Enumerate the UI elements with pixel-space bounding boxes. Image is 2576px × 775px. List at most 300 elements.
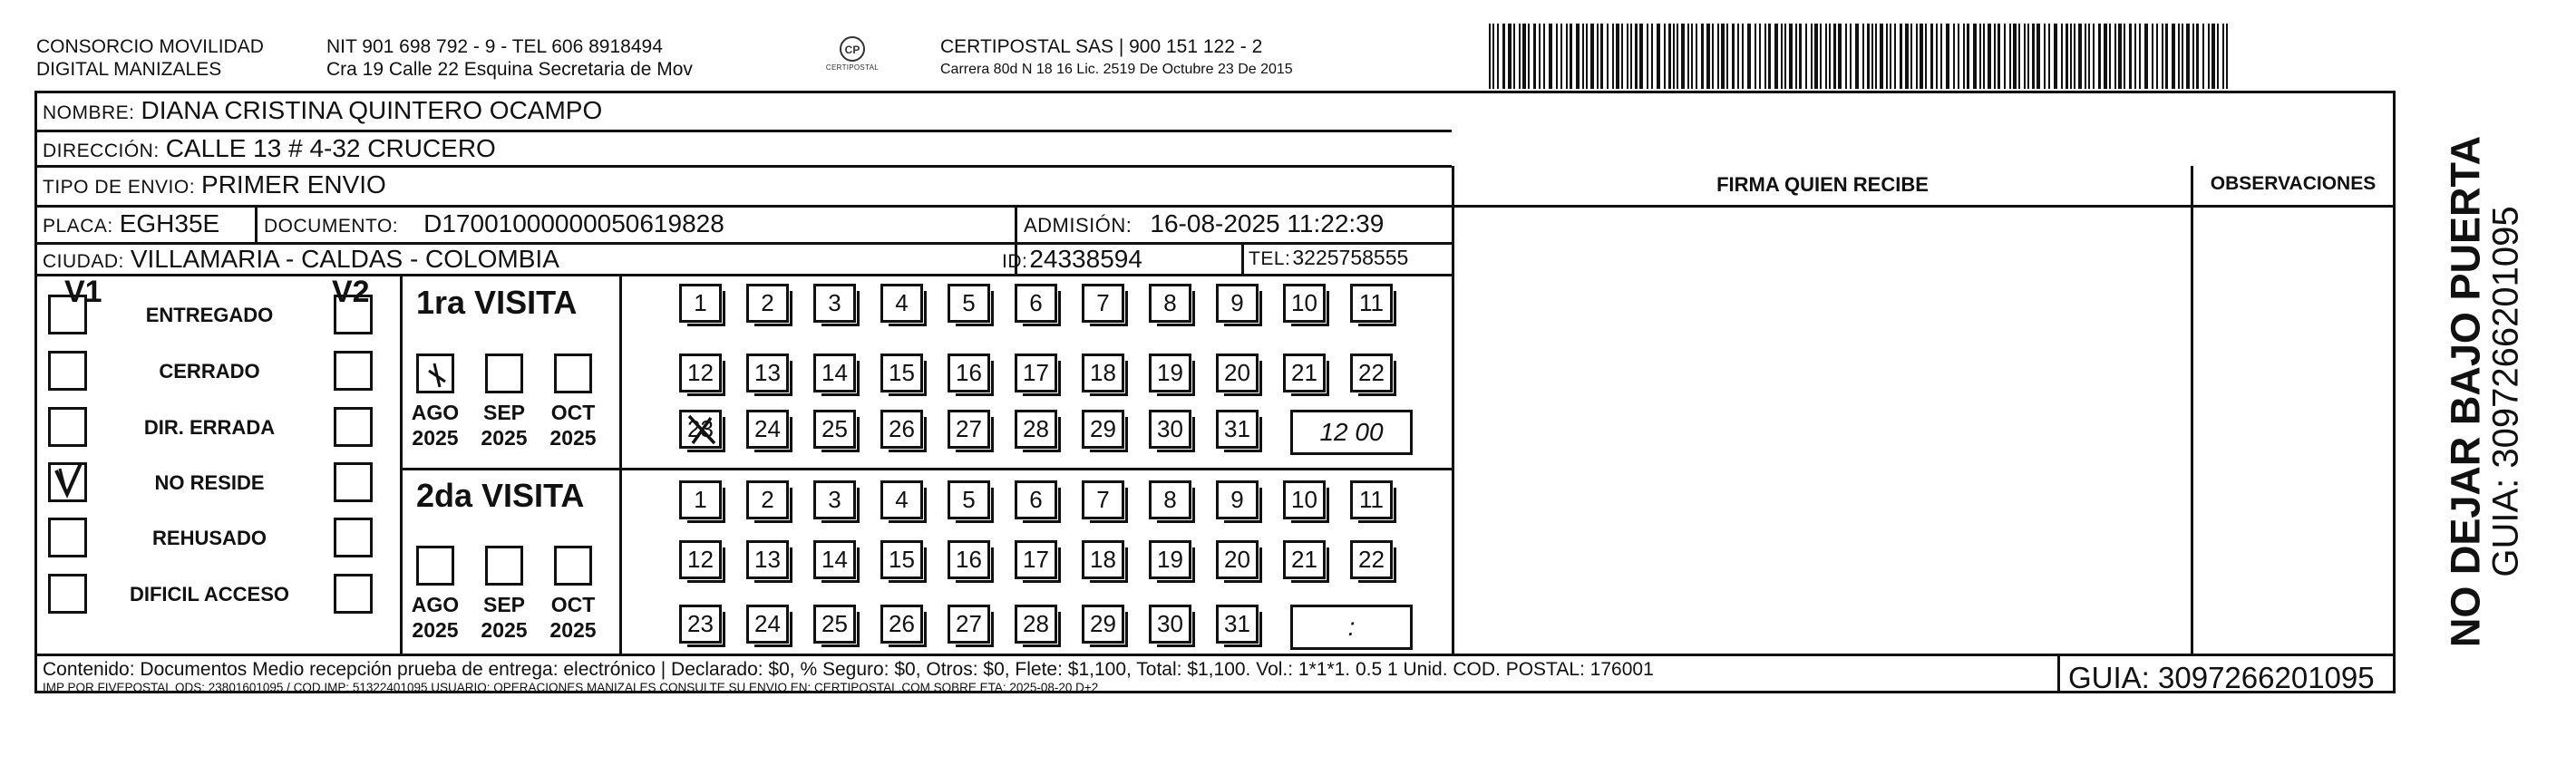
day-box[interactable] <box>1015 605 1057 644</box>
day-number: 2 <box>761 289 774 316</box>
day-number: 10 <box>1291 289 1317 316</box>
barcode-bar <box>1712 24 1714 89</box>
barcode-bar <box>1681 24 1685 89</box>
barcode <box>1487 24 2231 89</box>
day-box[interactable] <box>813 354 856 392</box>
day-number: 17 <box>1023 359 1049 386</box>
day-box[interactable] <box>813 605 856 644</box>
barcode-bar <box>1940 24 1942 89</box>
day-box[interactable] <box>746 540 789 579</box>
day-box[interactable] <box>880 605 923 644</box>
barcode-bar <box>2004 24 2006 89</box>
barcode-bar <box>1768 24 1771 89</box>
month-checkbox[interactable] <box>554 546 592 586</box>
barcode-bar <box>1533 24 1536 89</box>
barcode-bar <box>1651 24 1653 89</box>
barcode-bar <box>1916 24 1918 89</box>
barcode-bar <box>1946 24 1949 89</box>
barcode-bar <box>1850 24 1852 89</box>
barcode-bar <box>1616 24 1619 89</box>
imp-line: IMP POR FIVEPOSTAL ODS: 23801601095 / COD.IMP: 51322401095 USUARIO: OPERACIONES MANIZALES CONSULTE SU ENVIO EN: CERTIPOSTAL.COM SOBRE ETA: 2025-08-20 D+2 <box>43 681 1099 694</box>
day-number: 12 <box>687 546 714 573</box>
nombre-field <box>43 96 602 125</box>
day-box[interactable] <box>679 605 722 644</box>
certipostal-logo-icon <box>834 34 870 63</box>
barcode-bar <box>1958 24 1959 89</box>
barcode-bar <box>1726 24 1728 89</box>
barcode-bar <box>1979 24 1981 89</box>
content-line: Contenido: Documentos Medio recepción prueba de entrega: electrónico | Declarado: $0, % Seguro: $0, Otros: $0, Flete: $1,100, Total: $1,100. Vol.: 1*1*1. 0.5 1 Unid. COD. POSTAL: 176001 <box>43 659 1654 680</box>
barcode-bar <box>1875 24 1877 89</box>
day-number: 21 <box>1291 359 1317 386</box>
day-number: 11 <box>1359 289 1384 316</box>
barcode-bar <box>1635 24 1638 89</box>
ciudad-label: CIUDAD: <box>43 251 124 272</box>
barcode-bar <box>2009 24 2011 89</box>
day-box[interactable] <box>1350 540 1393 579</box>
barcode-bar <box>1814 24 1818 89</box>
day-number: 7 <box>1096 486 1110 513</box>
day-box[interactable] <box>880 284 923 323</box>
observaciones-label: OBSERVACIONES <box>2210 173 2377 194</box>
barcode-bar <box>1706 24 1710 89</box>
day-number: 3 <box>828 486 841 513</box>
barcode-bar <box>2036 24 2040 89</box>
barcode-bar <box>1639 24 1643 89</box>
barcode-bar <box>2172 24 2175 89</box>
day-box[interactable] <box>1149 540 1191 579</box>
day-number: 19 <box>1157 546 1183 573</box>
day-box[interactable] <box>880 480 923 519</box>
barcode-bar <box>1983 24 1985 89</box>
day-number: 1 <box>694 486 707 513</box>
month-checkbox[interactable] <box>485 354 523 393</box>
status-v2-checkbox[interactable] <box>334 351 373 391</box>
barcode-bar <box>1759 24 1761 89</box>
day-number: 20 <box>1224 546 1250 573</box>
id-field <box>1002 245 1142 274</box>
observaciones-area[interactable] <box>2193 208 2393 654</box>
day-number: 27 <box>956 610 982 637</box>
barcode-bar <box>1696 24 1697 89</box>
day-box[interactable] <box>679 284 722 323</box>
barcode-bar <box>2118 24 2122 89</box>
day-box[interactable] <box>1283 354 1326 392</box>
day-number: 7 <box>1096 289 1110 316</box>
barcode-bar <box>1963 24 1965 89</box>
barcode-bar <box>1774 24 1778 89</box>
status-v1-checkbox[interactable] <box>48 518 87 557</box>
day-number: 26 <box>889 415 915 442</box>
day-number: 31 <box>1224 610 1250 637</box>
barcode-bar <box>2114 24 2116 89</box>
month-label: AGO 2025 <box>411 401 460 450</box>
certipostal-logo-text: CP <box>844 44 860 56</box>
day-box[interactable] <box>1082 540 1124 579</box>
barcode-bar <box>1755 24 1756 89</box>
day-box[interactable] <box>948 284 990 323</box>
time-box[interactable]: 12 00 <box>1290 410 1413 455</box>
day-box[interactable] <box>1283 480 1326 519</box>
day-number: 13 <box>754 546 781 573</box>
day-box[interactable] <box>1350 354 1393 392</box>
day-box[interactable] <box>1015 354 1057 392</box>
day-box[interactable] <box>1082 284 1124 323</box>
barcode-bar <box>1556 24 1558 89</box>
ciudad-field <box>43 245 559 274</box>
courier-name: CERTIPOSTAL SAS | 900 151 122 - 2 <box>940 36 1263 57</box>
day-number: 30 <box>1157 610 1183 637</box>
barcode-bar <box>1489 24 1491 89</box>
barcode-bar <box>1973 24 1977 89</box>
day-box[interactable] <box>813 540 856 579</box>
check-mark-icon <box>684 412 720 447</box>
tipo-envio-value: PRIMER ENVIO <box>201 170 386 199</box>
day-box[interactable] <box>880 354 923 392</box>
barcode-bar <box>1789 24 1793 89</box>
barcode-bar <box>1838 24 1842 89</box>
day-box[interactable] <box>813 284 856 323</box>
day-box[interactable] <box>1082 354 1124 392</box>
barcode-bar <box>1880 24 1883 89</box>
barcode-bar <box>1687 24 1689 89</box>
barcode-bar <box>1513 24 1515 89</box>
day-box[interactable] <box>1216 284 1259 323</box>
day-box[interactable] <box>679 354 722 392</box>
barcode-bar <box>1586 24 1588 89</box>
day-number: 17 <box>1023 546 1049 573</box>
barcode-bar <box>2182 24 2183 89</box>
day-number: 13 <box>754 359 781 386</box>
day-box[interactable] <box>1216 410 1259 449</box>
month-checkbox[interactable] <box>485 546 523 586</box>
day-number: 28 <box>1023 415 1049 442</box>
day-box[interactable] <box>679 480 722 519</box>
barcode-bar <box>1519 24 1521 89</box>
day-box[interactable] <box>1283 284 1326 323</box>
barcode-bar <box>2061 24 2063 89</box>
day-box[interactable] <box>948 480 990 519</box>
day-box[interactable] <box>1015 480 1057 519</box>
barcode-bar <box>1539 24 1541 89</box>
day-number: 5 <box>962 289 976 316</box>
barcode-bar <box>2165 24 2168 89</box>
barcode-bar <box>1855 24 1859 89</box>
day-box[interactable] <box>948 410 990 449</box>
barcode-bar <box>2226 24 2228 89</box>
barcode-bar <box>2156 24 2158 89</box>
day-box[interactable] <box>1082 605 1124 644</box>
day-number: 14 <box>821 546 848 573</box>
barcode-bar <box>2217 24 2219 89</box>
id-label: ID: <box>1002 251 1028 272</box>
month-label: OCT 2025 <box>549 593 597 642</box>
barcode-bar <box>1502 24 1505 89</box>
barcode-bar <box>1664 24 1666 89</box>
barcode-bar <box>1871 24 1873 89</box>
documento-field <box>264 209 724 238</box>
placa-label: PLACA: <box>43 216 113 237</box>
placa-value: EGH35E <box>119 209 220 237</box>
status-v1-checkbox[interactable] <box>48 574 87 614</box>
day-box[interactable] <box>679 540 722 579</box>
day-box[interactable] <box>813 480 856 519</box>
barcode-bar <box>1862 24 1864 89</box>
barcode-bar <box>1953 24 1955 89</box>
admision-label: ADMISIÓN: <box>1024 214 1132 237</box>
day-box[interactable] <box>948 605 990 644</box>
barcode-bar <box>2088 24 2090 89</box>
barcode-bar <box>2093 24 2095 89</box>
barcode-bar <box>1647 24 1648 89</box>
day-number: 23 <box>687 415 714 442</box>
barcode-bar <box>2134 24 2136 89</box>
admision-value: 16-08-2025 11:22:39 <box>1150 209 1385 237</box>
barcode-bar <box>1805 24 1807 89</box>
day-number: 21 <box>1291 546 1317 573</box>
day-box[interactable] <box>746 605 789 644</box>
barcode-bar <box>1566 24 1568 89</box>
month-checkbox[interactable] <box>416 546 454 586</box>
day-box[interactable] <box>1216 605 1259 644</box>
barcode-bar <box>2144 24 2148 89</box>
day-box[interactable] <box>746 410 789 449</box>
check-mark-icon <box>422 358 452 391</box>
day-box[interactable] <box>1082 410 1124 449</box>
barcode-bar <box>2211 24 2215 89</box>
barcode-bar <box>2202 24 2204 89</box>
day-box[interactable] <box>746 354 789 392</box>
sender-nit: NIT 901 698 792 - 9 - TEL 606 8918494 <box>326 36 663 57</box>
visit2-title: 2da VISITA <box>416 477 585 514</box>
status-label: REHUSADO <box>152 527 267 549</box>
barcode-bar <box>1795 24 1797 89</box>
time-box[interactable]: : <box>1290 605 1413 650</box>
day-number: 8 <box>1163 486 1177 513</box>
day-box[interactable] <box>1015 410 1057 449</box>
barcode-bar <box>1764 24 1766 89</box>
day-box[interactable] <box>813 410 856 449</box>
day-box[interactable] <box>1283 540 1326 579</box>
day-number: 15 <box>889 546 915 573</box>
barcode-bar <box>2074 24 2075 89</box>
day-box[interactable] <box>746 284 789 323</box>
day-number: 24 <box>754 415 781 442</box>
day-box[interactable] <box>1149 605 1191 644</box>
footer-guia: GUIA: 3097266201095 <box>2068 661 2375 694</box>
day-number: 22 <box>1358 546 1385 573</box>
status-v2-checkbox[interactable] <box>334 462 373 502</box>
barcode-bar <box>2070 24 2072 89</box>
day-number: 16 <box>956 359 982 386</box>
barcode-bar <box>1799 24 1802 89</box>
barcode-bar <box>1717 24 1719 89</box>
status-label: CERRADO <box>159 360 260 383</box>
barcode-bar <box>1811 24 1813 89</box>
day-number: 6 <box>1029 486 1043 513</box>
courier-details <box>940 36 1293 79</box>
barcode-bar <box>1900 24 1902 89</box>
day-box[interactable] <box>1015 284 1057 323</box>
barcode-bar <box>2104 24 2107 89</box>
barcode-bar <box>1621 24 1623 89</box>
courier-address: Carrera 80d N 18 16 Lic. 2519 De Octubre 23 De 2015 <box>940 61 1293 77</box>
barcode-bar <box>2027 24 2029 89</box>
barcode-bar <box>1737 24 1739 89</box>
barcode-bar <box>2162 24 2163 89</box>
day-number: 9 <box>1230 486 1244 513</box>
direccion-value: CALLE 13 # 4-32 CRUCERO <box>165 134 496 162</box>
barcode-bar <box>1930 24 1933 89</box>
day-box[interactable] <box>1216 480 1259 519</box>
tel-label: TEL: <box>1249 248 1291 269</box>
day-box[interactable] <box>746 480 789 519</box>
day-number: 18 <box>1090 546 1116 573</box>
barcode-bar <box>1867 24 1870 89</box>
barcode-bar <box>1845 24 1847 89</box>
day-box[interactable] <box>1350 480 1393 519</box>
barcode-bar <box>1549 24 1552 89</box>
day-box[interactable] <box>1149 354 1191 392</box>
month-label: SEP 2025 <box>481 593 528 642</box>
barcode-bar <box>1528 24 1530 89</box>
barcode-bar <box>1627 24 1628 89</box>
delivery-form <box>34 91 2396 693</box>
day-number: 10 <box>1291 486 1317 513</box>
day-number: 16 <box>956 546 982 573</box>
day-number: 3 <box>828 289 841 316</box>
status-label: ENTREGADO <box>145 304 274 326</box>
barcode-bar <box>2139 24 2141 89</box>
day-number: 1 <box>694 289 707 316</box>
barcode-bar <box>1820 24 1822 89</box>
barcode-bar <box>1657 24 1660 89</box>
barcode-bar <box>1829 24 1831 89</box>
barcode-bar <box>1508 24 1512 89</box>
barcode-bar <box>1590 24 1594 89</box>
day-box[interactable] <box>1149 480 1191 519</box>
month-checkbox[interactable] <box>416 354 454 393</box>
sender-name-line1: CONSORCIO MOVILIDAD <box>36 36 264 57</box>
day-box[interactable] <box>1015 540 1057 579</box>
day-box[interactable] <box>880 410 923 449</box>
barcode-bar <box>1668 24 1671 89</box>
day-number: 8 <box>1163 289 1177 316</box>
barcode-bar <box>1905 24 1909 89</box>
barcode-bar <box>1600 24 1603 89</box>
barcode-bar <box>1497 24 1499 89</box>
barcode-bar <box>1925 24 1927 89</box>
day-number: 14 <box>821 359 848 386</box>
month-label: OCT 2025 <box>549 401 597 450</box>
nombre-label: NOMBRE: <box>43 102 135 123</box>
barcode-bar <box>1560 24 1562 89</box>
barcode-bar <box>1825 24 1827 89</box>
barcode-bar <box>1742 24 1744 89</box>
day-number: 4 <box>895 486 909 513</box>
barcode-bar <box>2178 24 2180 89</box>
barcode-bar <box>2078 24 2082 89</box>
month-label: AGO 2025 <box>411 593 460 642</box>
day-box[interactable] <box>1149 410 1191 449</box>
documento-value: D17001000000050619828 <box>423 209 724 237</box>
barcode-bar <box>2124 24 2125 89</box>
barcode-bar <box>1701 24 1704 89</box>
ciudad-value: VILLAMARIA - CALDAS - COLOMBIA <box>130 245 559 273</box>
status-v2-checkbox[interactable] <box>334 574 373 614</box>
side-guia: GUIA: 3097266201095 <box>2485 206 2526 577</box>
barcode-bar <box>1607 24 1609 89</box>
admision-field <box>1024 209 1384 238</box>
day-box[interactable] <box>1350 284 1393 323</box>
barcode-bar <box>1576 24 1580 89</box>
day-number: 19 <box>1157 359 1183 386</box>
day-box[interactable] <box>1216 540 1259 579</box>
status-v2-checkbox[interactable] <box>334 295 373 334</box>
barcode-bar <box>1890 24 1891 89</box>
barcode-bar <box>2186 24 2190 89</box>
day-box[interactable] <box>679 410 722 449</box>
barcode-bar <box>1967 24 1969 89</box>
barcode-bar <box>1936 24 1938 89</box>
day-box[interactable] <box>1216 354 1259 392</box>
barcode-bar <box>2048 24 2050 89</box>
day-box[interactable] <box>880 540 923 579</box>
day-number: 22 <box>1358 359 1385 386</box>
barcode-bar <box>2109 24 2111 89</box>
day-number: 30 <box>1157 415 1183 442</box>
status-v1-checkbox[interactable] <box>48 407 87 447</box>
month-checkbox[interactable] <box>554 354 592 393</box>
day-number: 24 <box>754 610 781 637</box>
day-number: 29 <box>1090 610 1116 637</box>
status-v2-checkbox[interactable] <box>334 407 373 447</box>
day-number: 26 <box>889 610 915 637</box>
barcode-bar <box>2044 24 2046 89</box>
day-box[interactable] <box>1082 480 1124 519</box>
tipo-envio-label: TIPO DE ENVIO: <box>43 177 196 198</box>
status-v1-checkbox[interactable] <box>48 295 87 334</box>
check-mark-icon <box>53 463 85 499</box>
day-number: 23 <box>687 610 714 637</box>
direccion-field <box>43 134 496 163</box>
signature-area[interactable] <box>1454 208 2191 654</box>
status-v2-checkbox[interactable] <box>334 518 373 557</box>
nombre-value: DIANA CRISTINA QUINTERO OCAMPO <box>141 96 603 124</box>
barcode-bar <box>1582 24 1584 89</box>
firma-label: FIRMA QUIEN RECIBE <box>1716 173 1929 196</box>
status-v1-checkbox[interactable] <box>48 462 87 502</box>
id-value: 24338594 <box>1029 245 1142 273</box>
v1-label: V1 <box>64 275 102 309</box>
day-box[interactable] <box>1149 284 1191 323</box>
day-box[interactable] <box>948 540 990 579</box>
status-v1-checkbox[interactable] <box>48 351 87 391</box>
barcode-bar <box>2018 24 2020 89</box>
tel-field <box>1249 246 1408 270</box>
barcode-bar <box>1920 24 1923 89</box>
v2-label: V2 <box>332 275 370 309</box>
barcode-bar <box>1886 24 1888 89</box>
sender-address: Cra 19 Calle 22 Esquina Secretaria de Mov <box>326 58 693 80</box>
day-number: 4 <box>895 289 909 316</box>
visit1-title: 1ra VISITA <box>416 284 578 321</box>
barcode-bar <box>1747 24 1751 89</box>
day-box[interactable] <box>948 354 990 392</box>
barcode-bar <box>1570 24 1572 89</box>
barcode-bar <box>2129 24 2132 89</box>
barcode-bar <box>1894 24 1896 89</box>
